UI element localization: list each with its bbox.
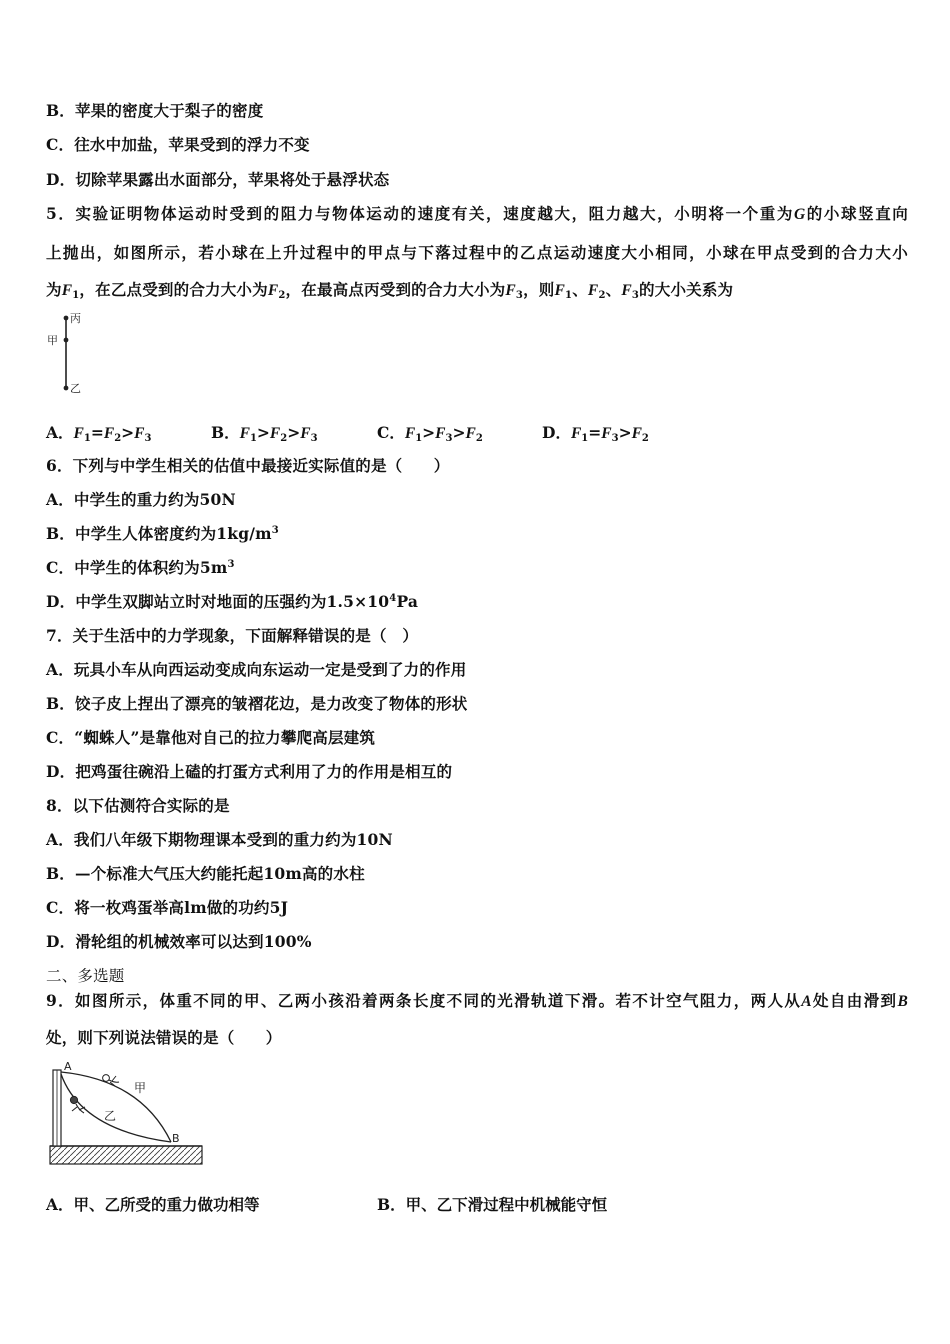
- q4-option-d: D．切除苹果露出水面部分，苹果将处于悬浮状态: [46, 170, 390, 189]
- q6-stem: 6．下列与中学生相关的估值中最接近实际值的是（ ）: [46, 456, 450, 475]
- q6-option-b: B．中学生人体密度约为$1kg/m^3$: [46, 524, 279, 543]
- label-b: B: [172, 1132, 180, 1145]
- track-yi-curve: [61, 1074, 171, 1142]
- q5-stem-line1: 5．实验证明物体运动时受到的阻力与物体运动的速度有关，速度越大，阻力越大，小明将一个重为G的小球竖直向: [46, 204, 908, 223]
- point-yi-dot: [64, 386, 69, 391]
- label-jia: 甲: [134, 1081, 147, 1095]
- label-yi: 乙: [70, 382, 81, 395]
- child-yi-icon: [70, 1096, 85, 1113]
- q6-option-a: A．中学生的重力约为50N: [46, 490, 236, 509]
- label-jia: 甲: [47, 334, 58, 347]
- q8-option-c: C．将一枚鸡蛋举高lm做的功约5J: [46, 898, 289, 917]
- q5-stem-line2: 上抛出，如图所示，若小球在上升过程中的甲点与下落过程中的乙点运动速度大小相同，小球在甲点受到的合力大小: [46, 243, 908, 262]
- label-a: A: [64, 1060, 72, 1073]
- q5-option-b: B．$F_1>F_2>F_3$: [211, 423, 318, 444]
- q9-option-b: B．甲、乙下滑过程中机械能守恒: [377, 1195, 608, 1214]
- label-yi: 乙: [104, 1109, 117, 1123]
- q6-option-c: C．中学生的体积约为$5m^3$: [46, 558, 235, 577]
- q4-option-b: B．苹果的密度大于梨子的密度: [46, 101, 264, 120]
- q6-option-d: D．中学生双脚站立时对地面的压强约为$1.5\times 10^4Pa$: [46, 592, 419, 611]
- q5-option-c: C．$F_1>F_3>F_2$: [377, 423, 483, 444]
- q8-stem: 8．以下估测符合实际的是: [46, 796, 230, 815]
- q9-stem-line1: 9．如图所示，体重不同的甲、乙两小孩沿着两条长度不同的光滑轨道下滑。若不计空气阻力，两人从A处自由滑到B: [46, 991, 908, 1010]
- point-bing-dot: [64, 316, 69, 321]
- q7-option-a: A．玩具小车从向西运动变成向东运动一定是受到了力的作用: [46, 660, 467, 679]
- q8-option-b: B．—个标准大气压大约能托起10m高的水柱: [46, 864, 365, 883]
- q7-option-d: D．把鸡蛋往碗沿上磕的打蛋方式利用了力的作用是相互的: [46, 762, 453, 781]
- q5-ball-trajectory-figure: [44, 308, 104, 400]
- q9-slide-tracks-figure: [46, 1060, 208, 1170]
- q5-option-d: D．$F_1=F_3>F_2$: [542, 423, 649, 444]
- q8-option-a: A．我们八年级下期物理课本受到的重力约为10N: [46, 830, 393, 849]
- label-bing: 丙: [70, 312, 81, 325]
- q4-option-c: C．往水中加盐，苹果受到的浮力不变: [46, 135, 310, 154]
- q5-option-a: A．$F_1=F_2>F_3$: [46, 423, 152, 444]
- q7-option-c: C．“蜘蛛人”是靠他对自己的拉力攀爬高层建筑: [46, 728, 376, 747]
- q5-stem-line3: 为$F_1$，在乙点受到的合力大小为$F_2$，在最高点丙受到的合力大小为$F_3$，则$F_1$、$F_2$、$F_3$的大小关系为: [46, 280, 734, 301]
- q7-option-b: B．饺子皮上捏出了漂亮的皱褶花边，是力改变了物体的形状: [46, 694, 468, 713]
- q8-option-d: D．滑轮组的机械效率可以达到100%: [46, 932, 312, 951]
- q9-option-a: A．甲、乙所受的重力做功相等: [46, 1195, 260, 1214]
- section-heading-multiple-choice: 二、多选题: [46, 967, 125, 985]
- point-jia-dot: [64, 338, 69, 343]
- q7-stem: 7．关于生活中的力学现象，下面解释错误的是（ ）: [46, 626, 419, 645]
- q9-stem-line2: 处，则下列说法错误的是（ ）: [46, 1028, 282, 1047]
- ground-block: [50, 1146, 202, 1164]
